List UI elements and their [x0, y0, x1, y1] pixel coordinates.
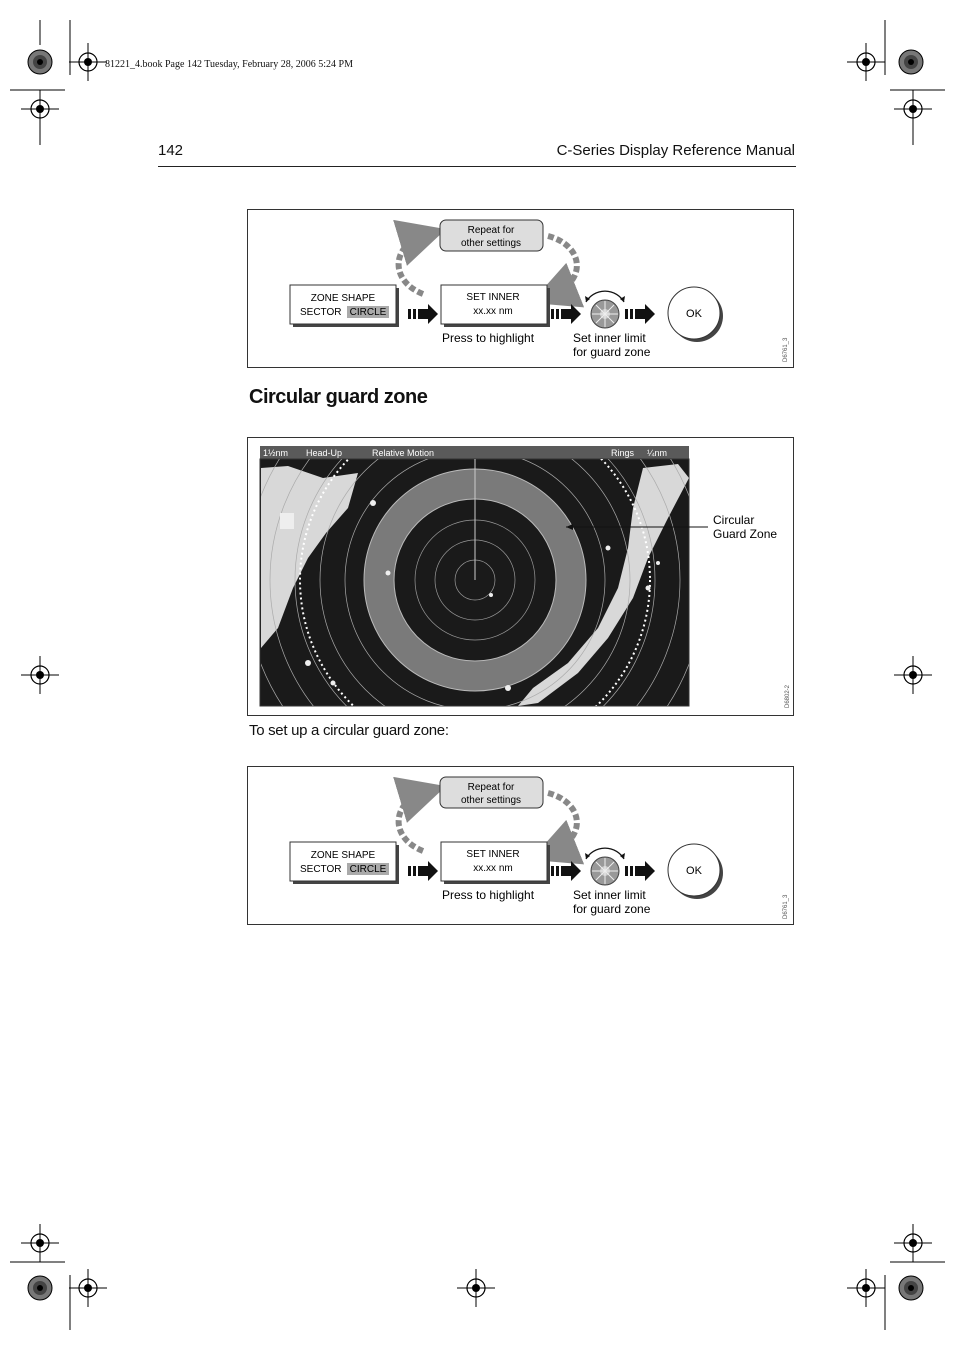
- ok-button: [668, 844, 723, 899]
- zone-shape-label: ZONE SHAPE: [310, 293, 376, 304]
- ok-label: OK: [686, 308, 702, 320]
- ok-button: [668, 287, 723, 342]
- callout-line1: Circular: [713, 513, 755, 527]
- set-inner-screen: [441, 285, 550, 327]
- section-heading: Circular guard zone: [249, 386, 428, 408]
- arrow-2-icon: [551, 861, 581, 881]
- circle-option: CIRCLE: [349, 864, 387, 875]
- intro-text: To set up a circular guard zone:: [249, 722, 449, 739]
- set-inner-label: SET INNER: [466, 849, 520, 860]
- repeat-line2: other settings: [460, 795, 522, 806]
- loop-arrow-right-icon: [548, 236, 577, 294]
- set-inner-screen: [441, 842, 550, 884]
- page-number: 142: [158, 142, 184, 159]
- press-caption: Press to highlight: [442, 331, 535, 345]
- callout-line2: Guard Zone: [713, 527, 778, 541]
- inner-value: xx.xx nm: [473, 306, 513, 317]
- flow-diagram-top: [247, 209, 794, 368]
- sector-option: SECTOR: [300, 864, 342, 875]
- set-caption-line1: Set inner limit: [573, 888, 646, 902]
- figure-code: D6761_3: [783, 337, 789, 362]
- figure-code: D6761_3: [783, 894, 789, 919]
- arrow-3-icon: [625, 304, 655, 324]
- radar-figure: [247, 437, 794, 716]
- loop-arrow-left-icon: [399, 793, 423, 851]
- repeat-line2: other settings: [460, 238, 522, 249]
- figure-code: D6802-2: [785, 684, 791, 708]
- ok-label: OK: [686, 865, 702, 877]
- vessel-target: [280, 513, 294, 529]
- flow-diagram-bottom: [247, 766, 794, 925]
- circle-option: CIRCLE: [349, 307, 387, 318]
- arrow-3-icon: [625, 861, 655, 881]
- manual-title: C-Series Display Reference Manual: [556, 142, 795, 159]
- set-inner-label: SET INNER: [466, 292, 520, 303]
- arrow-1-icon: [408, 304, 438, 324]
- loop-arrow-right-icon: [548, 793, 577, 851]
- rings-value: ¼nm: [647, 448, 668, 458]
- header-rule: [158, 166, 796, 167]
- zone-shape-screen: [290, 842, 399, 884]
- arrow-2-icon: [551, 304, 581, 324]
- sector-option: SECTOR: [300, 307, 342, 318]
- set-caption-line2: for guard zone: [573, 345, 651, 359]
- repeat-bubble: [440, 777, 543, 808]
- repeat-line1: Repeat for: [467, 782, 515, 793]
- rings-label: Rings: [611, 448, 635, 458]
- repeat-bubble: [440, 220, 543, 251]
- print-info: 81221_4.book Page 142 Tuesday, February 28, 2006 5:24 PM: [105, 59, 353, 70]
- zone-shape-screen: [290, 285, 399, 327]
- motion-readout: Relative Motion: [372, 448, 435, 458]
- loop-arrow-left-icon: [399, 236, 423, 294]
- set-caption-line2: for guard zone: [573, 902, 651, 916]
- orientation-readout: Head-Up: [306, 448, 343, 458]
- set-caption-line1: Set inner limit: [573, 331, 646, 345]
- zone-shape-label: ZONE SHAPE: [310, 850, 376, 861]
- rotary-knob-icon: [585, 291, 625, 328]
- range-readout: 1½nm: [263, 448, 289, 458]
- repeat-line1: Repeat for: [467, 225, 515, 236]
- arrow-1-icon: [408, 861, 438, 881]
- rotary-knob-icon: [585, 848, 625, 885]
- inner-value: xx.xx nm: [473, 863, 513, 874]
- press-caption: Press to highlight: [442, 888, 535, 902]
